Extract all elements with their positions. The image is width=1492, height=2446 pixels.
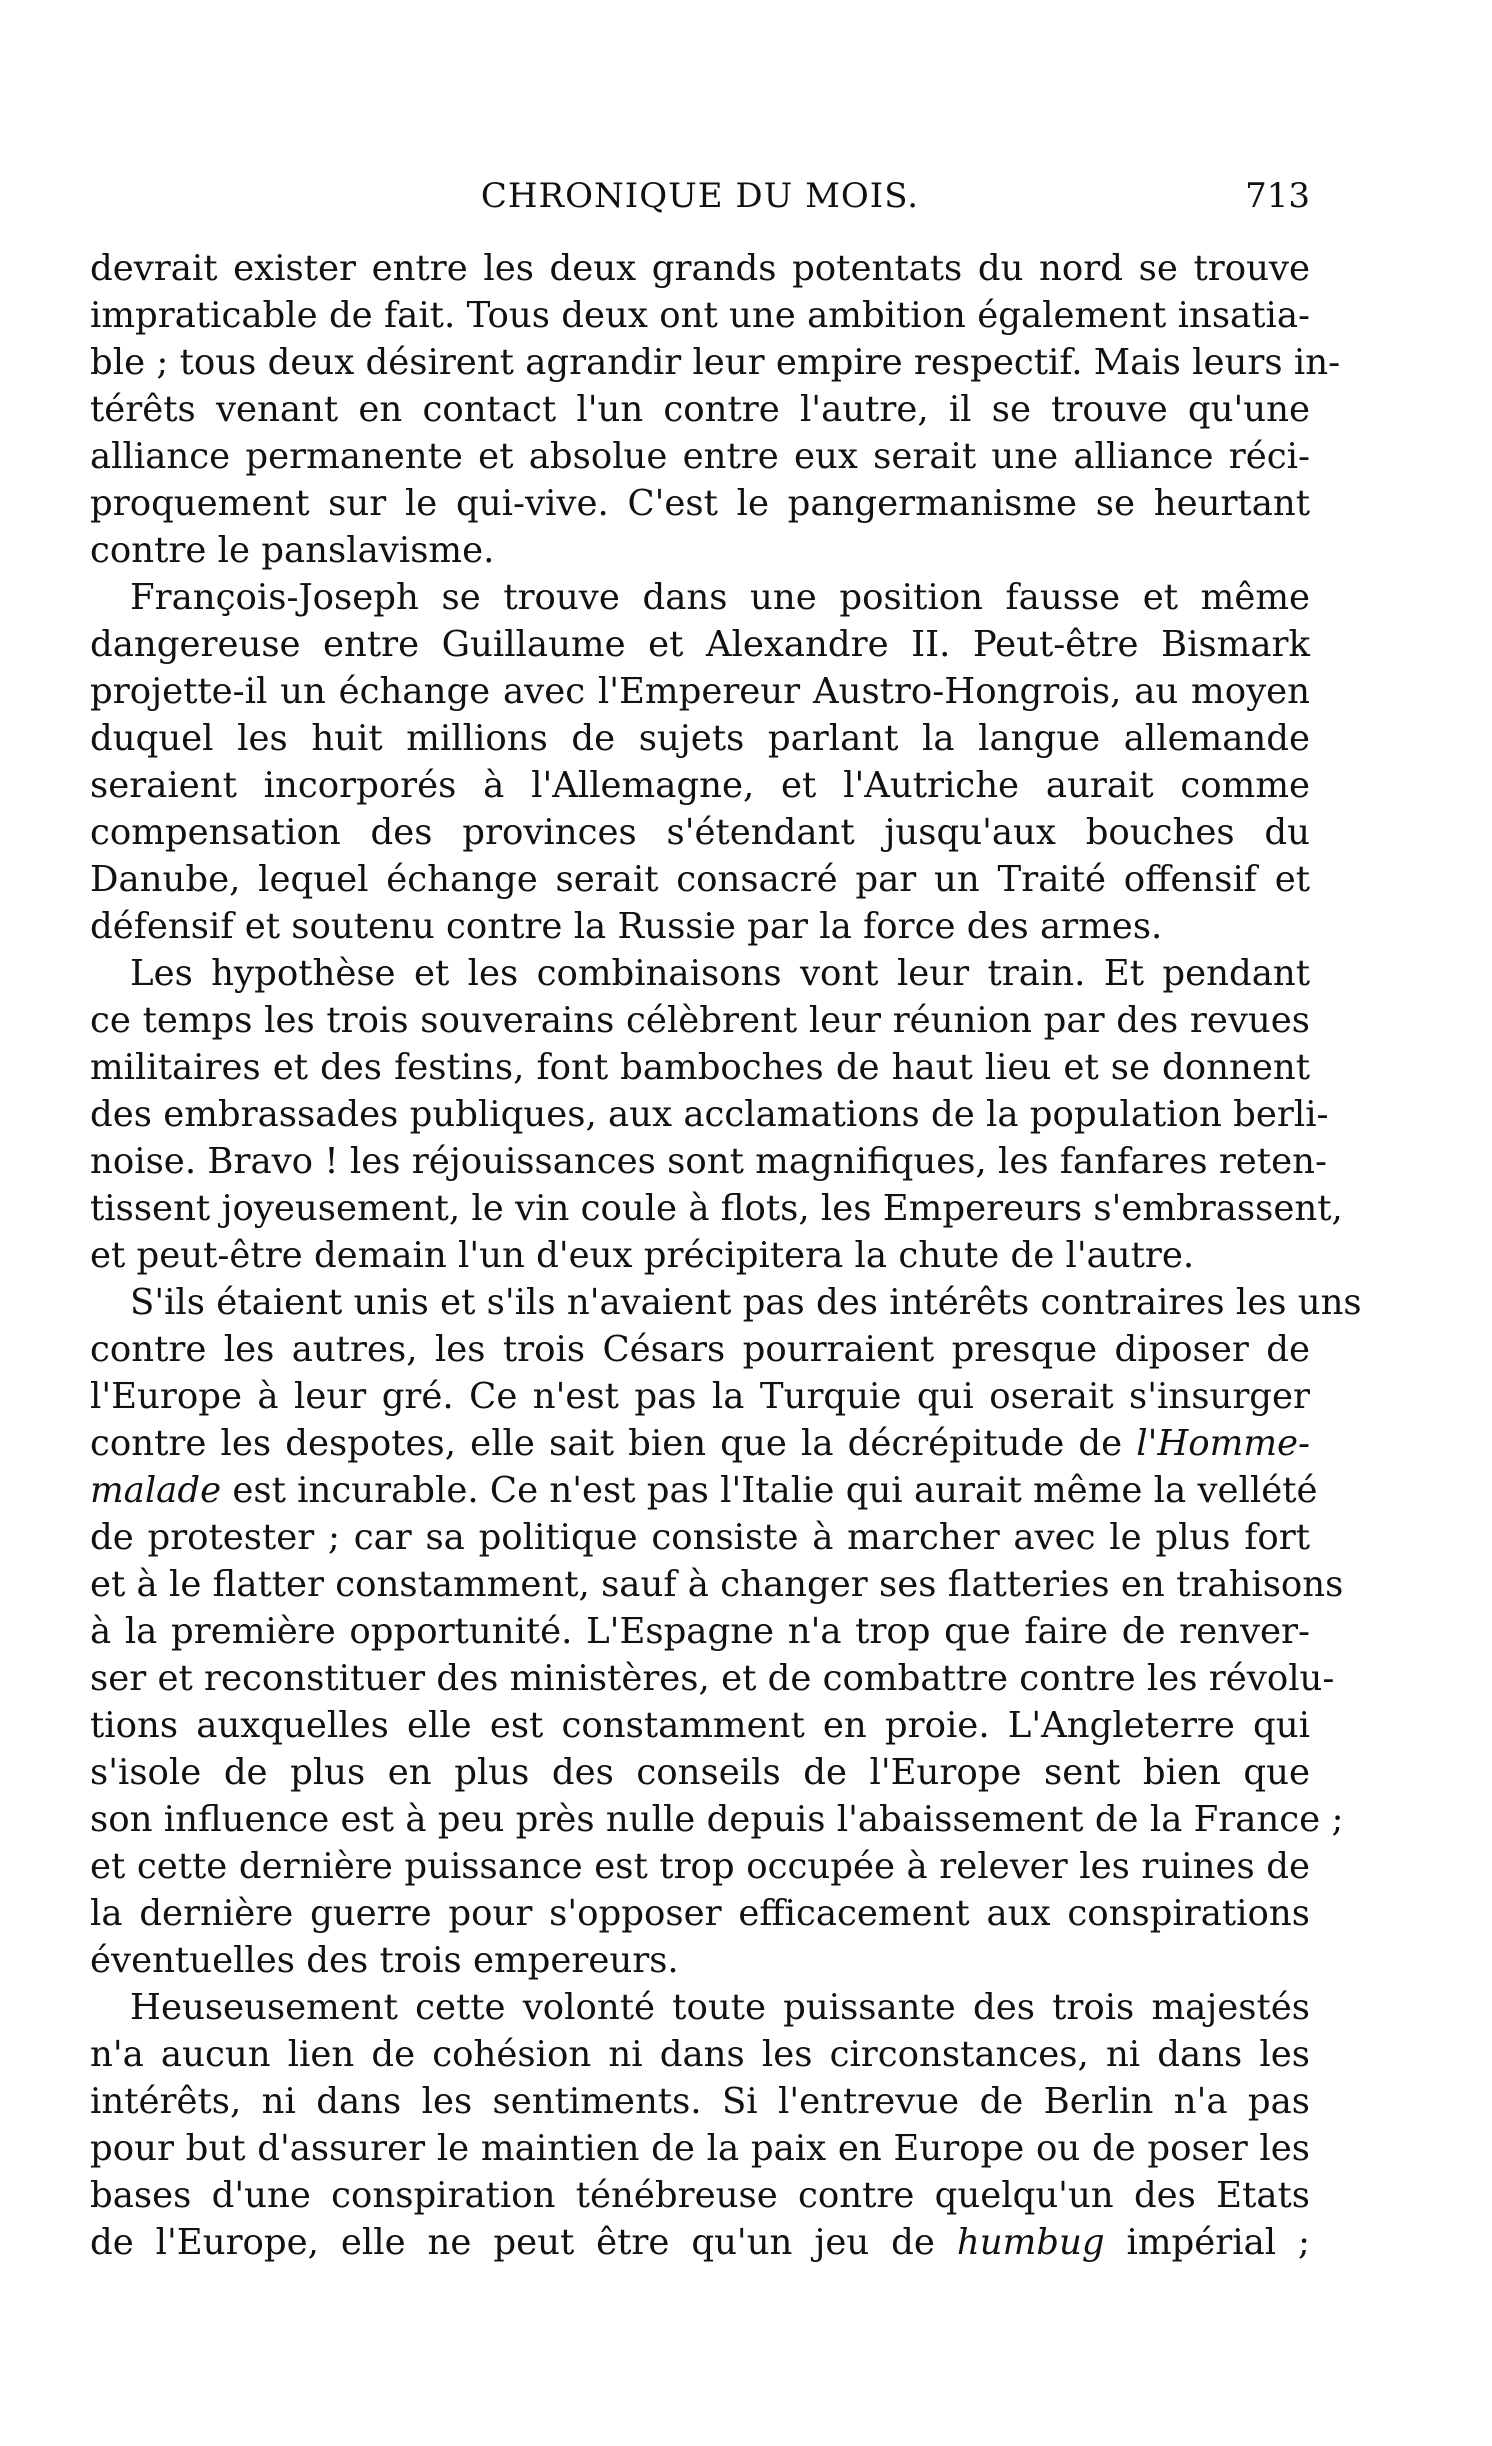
paragraph-2	[90, 574, 1310, 950]
text-line: des embrassades publiques, aux acclamations de la population berli-	[90, 1094, 1329, 1135]
text-line: ble ; tous deux désirent agrandir leur empire respectif. Mais leurs in-	[90, 342, 1341, 383]
text-line: pour but d'assurer le maintien de la paix en Europe ou de poser les	[90, 2128, 1310, 2169]
italic-term: l'Homme-	[1136, 1423, 1310, 1464]
paragraph-4	[90, 1279, 1362, 1984]
body-text	[90, 245, 1362, 2266]
text-line: seraient incorporés à l'Allemagne, et l'Autriche aurait comme	[90, 765, 1310, 806]
text-line: s'isole de plus en plus des conseils de l'Europe sent bien que	[90, 1752, 1310, 1793]
text-segment: impérial ;	[1104, 2222, 1310, 2263]
text-line: et à le flatter constamment, sauf à changer ses flatteries en trahisons	[90, 1564, 1344, 1605]
text-line: n'a aucun lien de cohésion ni dans les circonstances, ni dans les	[90, 2034, 1310, 2075]
text-line: alliance permanente et absolue entre eux serait une alliance réci-	[90, 436, 1310, 477]
text-line: devrait exister entre les deux grands potentats du nord se trouve	[90, 248, 1310, 289]
text-line: tions auxquelles elle est constamment en proie. L'Angleterre qui	[90, 1705, 1310, 1746]
text-line: Heuseusement cette volonté toute puissante des trois majestés	[130, 1987, 1310, 2028]
paragraph-5	[90, 1984, 1310, 2266]
page-number: 713	[1245, 176, 1310, 216]
text-line-with-italic	[90, 2219, 1310, 2266]
text-line: contre les autres, les trois Césars pourraient presque diposer de	[90, 1329, 1310, 1370]
running-title: CHRONIQUE DU MOIS.	[480, 176, 920, 216]
paragraph-3	[90, 950, 1343, 1279]
text-line: son influence est à peu près nulle depuis l'abaissement de la France ;	[90, 1799, 1344, 1840]
text-line: défensif et soutenu contre la Russie par la force des armes.	[90, 906, 1163, 947]
text-line: duquel les huit millions de sujets parlant la langue allemande	[90, 718, 1310, 759]
text-line: Danube, lequel échange serait consacré par un Traité offensif et	[90, 859, 1310, 900]
text-line: et peut-être demain l'un d'eux précipitera la chute de l'autre.	[90, 1235, 1195, 1276]
text-line: proquement sur le qui-vive. C'est le pangermanisme se heurtant	[90, 483, 1310, 524]
text-line: dangereuse entre Guillaume et Alexandre II. Peut-être Bismark	[90, 624, 1310, 665]
text-line: bases d'une conspiration ténébreuse contre quelqu'un des Etats	[90, 2175, 1310, 2216]
text-line: ser et reconstituer des ministères, et de combattre contre les révolu-	[90, 1658, 1335, 1699]
text-line: contre le panslavisme.	[90, 530, 495, 571]
italic-term: malade	[90, 1470, 222, 1511]
text-line: l'Europe à leur gré. Ce n'est pas la Turquie qui oserait s'insurger	[90, 1376, 1310, 1417]
text-segment: de l'Europe, elle ne peut être qu'un jeu de	[90, 2222, 957, 2263]
text-segment: contre les despotes, elle sait bien que la décrépitude de	[90, 1423, 1137, 1464]
italic-term: humbug	[956, 2222, 1105, 2263]
text-line-with-italic	[90, 1420, 1310, 1467]
page-header	[90, 170, 1310, 222]
text-line: intérêts, ni dans les sentiments. Si l'entrevue de Berlin n'a pas	[90, 2081, 1310, 2122]
text-line: François-Joseph se trouve dans une position fausse et même	[130, 577, 1310, 618]
text-line: Les hypothèse et les combinaisons vont leur train. Et pendant	[130, 953, 1310, 994]
text-line: tissent joyeusement, le vin coule à flots, les Empereurs s'embrassent,	[90, 1188, 1343, 1229]
text-line: ce temps les trois souverains célèbrent leur réunion par des revues	[90, 1000, 1310, 1041]
text-line: de protester ; car sa politique consiste à marcher avec le plus fort	[90, 1517, 1310, 1558]
text-line: et cette dernière puissance est trop occupée à relever les ruines de	[90, 1846, 1310, 1887]
text-line: impraticable de fait. Tous deux ont une ambition également insatia-	[90, 295, 1310, 336]
text-line: S'ils étaient unis et s'ils n'avaient pas des intérêts contraires les uns	[130, 1282, 1362, 1323]
text-line: projette-il un échange avec l'Empereur Austro-Hongrois, au moyen	[90, 671, 1310, 712]
text-line: compensation des provinces s'étendant jusqu'aux bouches du	[90, 812, 1310, 853]
paragraph-1	[90, 245, 1341, 574]
text-segment: est incurable. Ce n'est pas l'Italie qui aurait même la vellété	[221, 1470, 1318, 1511]
text-line: éventuelles des trois empereurs.	[90, 1940, 679, 1981]
text-line: la dernière guerre pour s'opposer efficacement aux conspirations	[90, 1893, 1310, 1934]
text-line: térêts venant en contact l'un contre l'autre, il se trouve qu'une	[90, 389, 1310, 430]
text-line-with-italic	[90, 1467, 1318, 1514]
text-line: noise. Bravo ! les réjouissances sont magnifiques, les fanfares reten-	[90, 1141, 1327, 1182]
text-line: à la première opportunité. L'Espagne n'a trop que faire de renver-	[90, 1611, 1310, 1652]
text-line: militaires et des festins, font bamboches de haut lieu et se donnent	[90, 1047, 1310, 1088]
